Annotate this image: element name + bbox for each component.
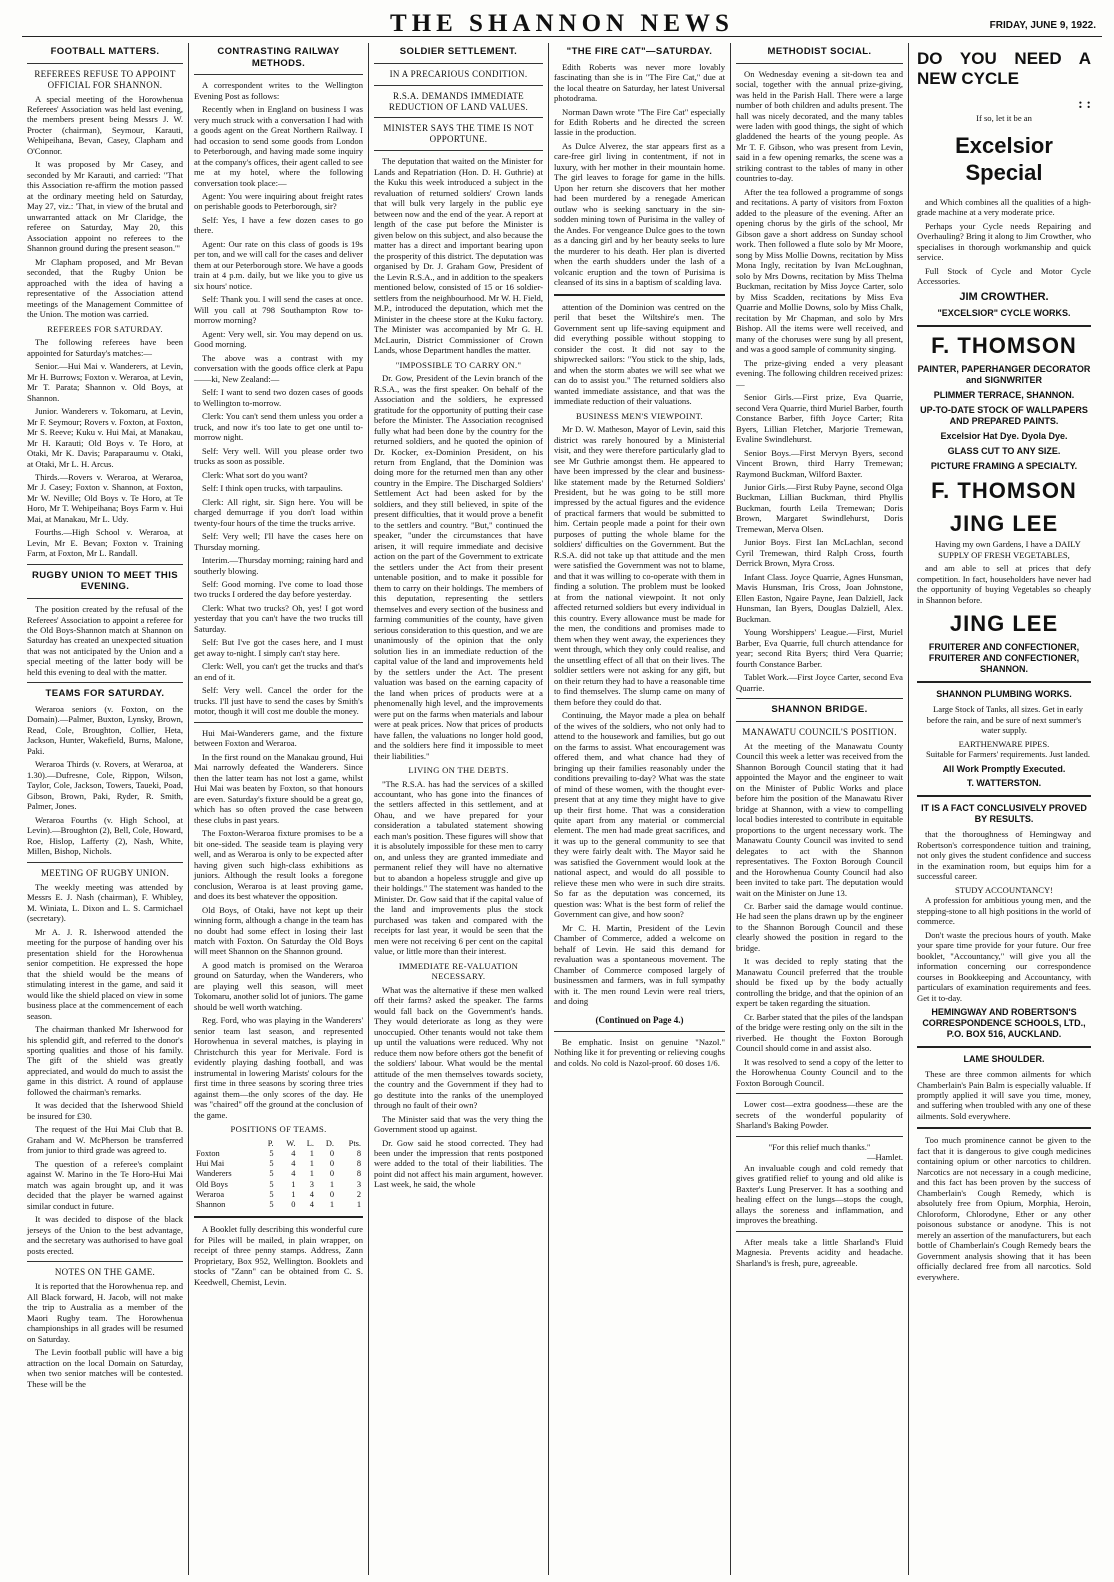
paragraph: Junior Boys. First Ian McLachlan, second Cyril Tremewan, third Ralph Cross, fourth Derrick Brown, Myra Cross.: [736, 537, 903, 569]
paragraph: Self: Very well; I'll have the cases here on Thursday morning.: [194, 531, 363, 552]
paragraph: As Dulce Alverez, the star appears first as a care-free girl living in contentment, if not in luxury, with her mother in their mountain home. The girl leaves to forage for game in the hills. Upon her return she discovers that her mother had been murdered by a renegade American outlaw who is seeking sanctuary in the sin-sodden mining town of Purisima in the valley of the Andes. For vengeance Dulce goes to the town as a dancing girl and by her beauty seeks to lure the murderer to his death. Her plan is diverted when the earth shudders under the lash of a volcanic eruption and the town of Purisima is cleansed of its sins in a baptism of scalding lava.: [554, 140, 725, 288]
headline-fire-cat: "THE FIRE CAT"—SATURDAY.: [566, 46, 713, 57]
ad-cycle-works: "EXCELSIOR" CYCLE WORKS.: [937, 308, 1071, 319]
paragraph: The deputation that waited on the Minister for Lands and Repatriation (Hon. D. H. Guthrie) at the Kuku this week introduced a subject in the revaluation of returned soldiers' Crown lands that will bulk very largely in the public eye between now and the end of the year. A report at length of the case put before the Minister is given below on this subject, and also because the matter has a direct and important bearing upon the prosperity of this district. The deputation was organised by Dr. J. Graham Gow, President of the Levin R.S.A., and in addition to the speakers mentioned below, consisted of 15 or 16 soldier-settlers from the neighbourhood. Mr W. H. Field, M.P., introduced the deputation, which met the Minister in the cheese store at the Kuku factory. The Minister was accompanied by Mr G. H. McLaurin, District Commissioner of Crown Lands, whose Department handles the matter.: [374, 156, 543, 356]
masthead-date: FRIDAY, JUNE 9, 1922.: [989, 20, 1096, 31]
table-cell: 1: [329, 1200, 335, 1210]
ad-plumbing-pipes: EARTHENWARE PIPES.: [958, 738, 1050, 749]
table-cell: 1: [329, 1179, 335, 1189]
headline-railway: CONTRASTING RAILWAY METHODS.: [217, 46, 340, 69]
subhead-referees-saturday: REFEREES FOR SATURDAY.: [47, 323, 163, 334]
paragraph: On Wednesday evening a sit-down tea and social, together with the annual prize-giving, was held in the Parish Hall. There were a large number of both children and adults present. The hall was nicely decorated, and the many tables were laden with good things, the sight of which gladdened the hearts of the young people. As Mr T. F. Gibson, who was present from Levin, said in a few opening remarks, the scene was a striking contrast to the tables of many in other countries to-day.: [736, 68, 903, 184]
paragraph: Interim.—Thursday morning; raining hard and southerly blowing.: [194, 555, 363, 576]
ad-thomson-glass: GLASS CUT TO ANY SIZE.: [947, 445, 1061, 456]
paragraph: Clerk: What two trucks? Oh, yes! I got word yesterday that you can't have the two trucks till Saturday.: [194, 602, 363, 634]
paragraph: The chairman thanked Mr Isherwood for his splendid gift, and referred to the donor's sporting qualities and those of his family. The gift of the shield was greatly appreciated, and would do much to assist the game in this district. A round of applause followed the chairman's remarks.: [27, 1024, 183, 1097]
positions-header-cell: W.: [286, 1138, 296, 1148]
paragraph: attention of the Dominion was centred on the peril that beset the Wiltshire's men. The Government sent up life-saving equipment and did everything possible without stopping to consider the cost. It did not say to the shipwrecked sailors: "You stick to the ship, lads, and when the storm abates we will see what we can do to assist you." The returned soldiers also wanted immediate assistance, and that was the immediate reduction of their valuations.: [554, 301, 725, 407]
ad-thomson-trade: PAINTER, PAPERHANGER DECORATOR and SIGNWRITER: [917, 364, 1091, 386]
positions-header-cell: Pts.: [348, 1138, 361, 1148]
subhead-impossible: "IMPOSSIBLE TO CARRY ON.": [395, 359, 522, 370]
paragraph: Mr Clapham proposed, and Mr Bevan seconded, that the Rugby Union be approached with the idea of having a representative of the Association attend meetings of the Management Committee of the Union. The motion was carried.: [27, 256, 183, 320]
paragraph: Be emphatic. Insist on genuine "Nazol." Nothing like it for preventing or relieving coughs and colds. No cold is Nazol-proof. 60 doses 1/6.: [554, 1036, 725, 1068]
paragraph: Self: Very well. Will you please order two trucks as soon as possible.: [194, 445, 363, 467]
paragraph: Cr. Barber said the damage would continue. He had seen the plans drawn up by the engineer to the Shannon Borough Council and these clearly showed the position in regard to the bridge.: [736, 901, 903, 953]
headline-meeting: MEETING OF RUGBY UNION.: [40, 867, 170, 878]
paragraph: Thirds.—Rovers v. Weraroa, at Weraroa, Mr J. Casey; Foxton v. Shannon, at Foxton, Mr W. Neville; Old Boys v. Te Horo, at Te Horo, Mr T. Wehipeihana; Boys Farm v. Hui Mai, at Manakau, Mr L. Udy.: [27, 471, 183, 524]
paragraph: Senior Boys.—First Mervyn Byers, second Vincent Brown, third Harry Tremewan; Raymond Buckman, Wilford Baxter.: [736, 447, 903, 479]
paragraph: After the tea followed a programme of songs and recitations. A party of visitors from Foxton added to the pleasure of the evening. After an opening chorus by the girls of the school, Mr Gibson gave a short address on Sunday school work. Then followed a flute solo by Mr Moore, song by Miss Mollie Downs, recitation by Miss Mona Ingly, recitation by Ivan McLoughnan, solo by Mrs Downs, recitation by Miss Thelma Buckman, recitation by Miss Joyce Carter, solo by Miss Scadden, recitations by Miss Eva Quarrie and Mollie Downs, solo by Miss Chalk, recitation by Mr Chapman, and solo by Mrs Bishop. All the items were well received, and many of the choruses were sung by all present, and was a good sample of community singing.: [736, 186, 903, 355]
ad-jinglee-name: JING LEE: [949, 510, 1059, 536]
paragraph: A profession for ambitious young men, and the stepping-stone to all high positions in the world of commerce.: [917, 895, 1091, 927]
table-cell: 3: [309, 1179, 314, 1189]
continued-note: (Continued on Page 4.): [595, 1014, 684, 1025]
paragraph: Dr. Gow said he stood corrected. They had been under the impression that rents postponed were added to the total of their liabilities. The point did not affect his main argument, however. Last week, he said, the whole: [374, 1137, 543, 1190]
table-cell: Hui Mai: [196, 1159, 225, 1169]
paragraph: The position created by the refusal of the Referees' Association to appoint a referee for the Old Boys-Shannon match at Shannon on Saturday has created an unexpected situation that was not anticipated by the Union and a special meeting of the latter body will be held this evening to deal with the matter.: [27, 604, 183, 677]
paragraph: Agent: You were inquiring about freight rates on perishable goods to Peterborough, sir?: [194, 191, 363, 212]
paragraph: Dr. Gow, President of the Levin branch of the R.S.A., was the first speaker. On behalf of the Association and the soldiers, he expressed gratitude for the opportunity of putting their case before the Minister. The Association recognised fully what had been done by the country for the returned soldiers, and he quoted the opinion of Dr. Kocker, ex-Dominion President, on his return from England, that the Dominion was doing more for the returned men than any other country in the Empire. The Discharged Soldiers' Settlement Act had been asked for by the soldiers, and they still believed, in spite of the present difficulties, that it would prove a benefit to the settlers and country. "But," continued the speaker, "under the circumstances that have arisen, it will require immediate and decisive action on the part of the Government to extricate the settlers under the Act from their present untenable position, and to make it possible for them to carry on their holdings. The members of this deputation, representing the settlers themselves and every section of the business and farming communities of the county, have given serious consideration to this question, and we are unanimously of the opinion that the only solution lies in an immediate reduction of the capital value of the land and improvements held by the settlers under the Act. The present valuation was based on the earning capacity of the land when prices of products were at a phenomenally high level, and the improvements were put on the farms when materials and labour were at peak prices. Now that prices of products have fallen, the valuations no longer hold good, and the soldiers here find it impossible to meet their liabilities.": [374, 373, 543, 761]
ad-cycle-title: DO YOU NEED A NEW CYCLE: [917, 49, 1091, 89]
paragraph: The question of a referee's complaint against W. Marino in the Te Horo-Hui Mai match was again brought up, and it was decided that the player be warned against similar conduct in future.: [27, 1158, 183, 1211]
paragraph: Perhaps your Cycle needs Repairing and Overhauling? Bring it along to Jim Crowther, who specialises in thorough workmanship and quick service.: [917, 220, 1091, 263]
positions-header-cell: [194, 1139, 259, 1149]
paragraph: Fourths.—High School v. Weraroa, at Levin, Mr E. Bevan; Foxton v. Training Farm, at Foxton, Mr L. Randall.: [27, 527, 183, 559]
paragraph: Self: Thank you. I will send the cases at once. Will you call at 798 Southampton Row to-morrow morning?: [194, 294, 363, 326]
ad-hemingway-name: HEMINGWAY AND ROBERTSON'S CORRESPONDENCE SCHOOLS, LTD., P.O. BOX 516, AUCKLAND.: [922, 1007, 1086, 1040]
table-cell: 5: [269, 1179, 274, 1189]
ad-cycle-brand: Excelsior Special: [955, 133, 1053, 186]
paragraph: The request of the Hui Mai Club that B. Graham and W. McPherson be transferred from junior to third grade was agreed to.: [27, 1124, 183, 1156]
table-cell: 8: [356, 1159, 361, 1169]
table-cell: 8: [356, 1148, 361, 1158]
ad-lame-title: LAME SHOULDER.: [963, 1054, 1045, 1065]
paragraph: Lower cost—extra goodness—these are the secrets of the wonderful popularity of Sharland's Baking Powder.: [736, 1099, 903, 1131]
paragraph: Self: I want to send two dozen cases of goods to Wellington to-morrow.: [194, 387, 363, 408]
paragraph: and am able to sell at prices that defy competition. In fact, householders have never had the opportunity of buying Vegetables so cheaply in Shannon before.: [917, 563, 1091, 605]
paragraph: The Foxton-Weraroa fixture promises to be a bit one-sided. The seaside team is playing very well, and as Weraroa is only to be expected after having given such high-class exhibitions as juniors. Although the result looks a foregone conclusion, Weraroa is at least proving game, and does its best whatever the opposition.: [194, 828, 363, 902]
table-cell: 4: [291, 1148, 296, 1158]
paragraph: Weraroa seniors (v. Foxton, on the Domain).—Palmer, Buxton, Lynsky, Brown, Read, Cole, Broughton, Collier, Heta, Jackson, Hunter, Wakefield, Burns, Malone, Paki.: [27, 703, 183, 756]
positions-header-cell: L.: [306, 1138, 314, 1148]
paragraph: Agent: Very well, sir. You may depend on us. Good morning.: [194, 328, 363, 350]
paragraph: A special meeting of the Horowhenua Referees' Association was held last evening, the members present being Messrs J. W. Procter (chairman), Seymour, Karauti, Wehipeihana, Bevan, Casey, Clapham and O'Connor.: [27, 93, 183, 156]
table-row: [194, 1190, 363, 1200]
paragraph: Don't waste the precious hours of youth. Make your spare time provide for your future. Our free booklet, "Accountancy," will give you all the information concerning our correspondence courses in Bookkeeping and Accountancy, with particulars of examination requirements and fees. Get it to-day.: [917, 929, 1091, 1003]
paragraph: It was decided to reply stating that the Manawatu Council preferred that the trouble should be fixed up by the body actually controlling the bridge, and that the opinion of an expert be taken regarding the situation.: [736, 956, 903, 1009]
paragraph: An invaluable cough and cold remedy that gives gratified relief to young and old alike is Baxter's Lung Preserver. It has a soothing and healing effect on the lungs—stops the cough, allays the soreness and inflammation, and improves the breathing.: [736, 1162, 903, 1226]
headline-soldier: SOLDIER SETTLEMENT.: [399, 46, 518, 57]
paragraph: Clerk: What sort do you want?: [202, 469, 308, 480]
headline-minister: MINISTER SAYS THE TIME IS NOT OPPORTUNE.: [383, 123, 534, 145]
headline-rsa: R.S.A. DEMANDS IMMEDIATE REDUCTION OF LAND VALUES.: [388, 90, 529, 112]
ad-cycle-name: JIM CROWTHER.: [959, 290, 1049, 303]
paragraph: It was resolved to send a copy of the letter to the Horowhenua County Council and to the Foxton Borough Council.: [736, 1056, 903, 1088]
table-cell: 1: [291, 1179, 296, 1189]
paragraph: In the first round on the Manakau ground, Hui Mai narrowly defeated the Wanderers. Since then the latter team has not lost a game, whilst Hui Mai was beaten by Foxton, so that honours are even. Saturday's fixture should be a great go, which has so often proved the case between these clubs in past years.: [194, 751, 363, 825]
table-row: [194, 1180, 363, 1190]
paragraph: After meals take a little Sharland's Fluid Magnesia. Prevents acidity and headache. Sharland's is fresh, pure, agreeable.: [736, 1236, 903, 1268]
paragraph: A correspondent writes to the Wellington Evening Post as follows:: [194, 80, 363, 101]
paragraph: Senior Girls.—First prize, Eva Quarrie, second Vera Quarrie, third Muriel Barber, fourth Constance Barber, fifth Joyce Carter; Rita Byers, Lillian Fletcher, Marjorie Tremewan, Evaline Swindlehurst.: [736, 392, 903, 445]
paragraph: Weraroa Fourths (v. High School, at Levin).—Broughton (2), Bell, Cole, Howard, Roe, Hislop, Lafferty (2), Nash, White, Millen, Bishop, Nichols.: [27, 814, 183, 857]
positions-header-row: [194, 1139, 363, 1149]
positions-table: [194, 1139, 363, 1211]
subhead-business: BUSINESS MEN'S VIEWPOINT.: [576, 410, 703, 421]
paragraph: Agent: Our rate on this class of goods is 19s per ton, and we will call for the cases and deliver them at our Peterborough store. We have a goods train at 4 p.m. daily, but we like you to give us six hours' notice.: [194, 238, 363, 291]
table-row: [194, 1159, 363, 1169]
ad-thomson-address: PLIMMER TERRACE, SHANNON.: [933, 390, 1075, 401]
quote: "For this relief much thanks.": [768, 1141, 871, 1152]
table-cell: 5: [269, 1169, 274, 1179]
paragraph: Mr C. H. Martin, President of the Levin Chamber of Commerce, added a welcome on behalf of Levin. He said this demand for revaluation was a spontaneous movement. The Chamber of Commerce composed largely of businessmen and farmers, was in full sympathy with it. The men round Levin were real triers, and doing: [554, 922, 725, 1007]
table-cell: 0: [291, 1200, 296, 1210]
paragraph: The Minister said that was the very thing the Government stood up against.: [374, 1113, 543, 1135]
paragraph: Self: Very well. Cancel the order for the trucks. I'll just have to send the cases by Smith's motor, though it will cost me double the money.: [194, 685, 363, 717]
column-3: [369, 43, 549, 1575]
table-cell: 5: [269, 1148, 274, 1158]
paragraph: Infant Class. Joyce Quarrie, Agnes Hunsman, Mavis Hunsman, Iris Cross, Joan Johnstone, Ellen Easton, Ngaire Payne, Jean Dalziell, Jack Hunsman, Ian Byers, Douglas Dalziell, Alex. Buckman.: [736, 571, 903, 624]
table-cell: 0: [329, 1189, 335, 1199]
paragraph: It was proposed by Mr Casey, and seconded by Mr Karauti, and carried: "That this Association re-affirm the motion passed at the ordinary meeting held on Saturday, May 27, viz.: 'That, in view of the brutal and unwarranted attack on Mr Claridge, the referee on Saturday, May 20, this Association appoint no referees to the Shannon ground during the present season.'": [27, 159, 183, 254]
ad-thomson-stock: UP-TO-DATE STOCK OF WALLPAPERS AND PREPARED PAINTS.: [920, 404, 1088, 426]
paragraph: Weraroa Thirds (v. Rovers, at Weraroa, at 1.30).—Dufresne, Cole, Rippon, Wilson, Taylor, Cole, Jackson, Towers, Taueki, Poad, Gibson, Brown, Paki, Ryder, R. Smith, Palmer, Jones.: [27, 759, 183, 812]
headline-methodist: METHODIST SOCIAL.: [767, 46, 872, 57]
table-cell: 2: [356, 1189, 361, 1199]
paragraph: Full Stock of Cycle and Motor Cycle Accessories.: [917, 265, 1091, 287]
table-cell: 0: [329, 1148, 335, 1158]
table-row: [194, 1169, 363, 1179]
positions-header-cell: P.: [267, 1138, 274, 1148]
paragraph: The prize-giving ended a very pleasant evening. The following children received prizes:—: [736, 357, 903, 389]
masthead-title: THE SHANNON NEWS: [390, 10, 734, 37]
headline-rugby-union: RUGBY UNION TO MEET THIS EVENING.: [32, 569, 178, 593]
paragraph: At the meeting of the Manawatu County Council this week a letter was received from the Shannon Borough Council stating that it had appointed the Mayor and the engineer to wait on the Minister of Public Works and place before him the position of the Manawatu River bridge at Shannon, with a view to compelling local bodies interested to contribute in equitable proportions to the urgent necessary work. The Manawatu County Council was invited to send delegates to act with the Shannon representatives. The Foxton Borough Council and the Horowhenua County Council had also been invited to take part. The deputation would wait on the Minister on June 13.: [736, 740, 903, 898]
headline-precarious: IN A PRECARIOUS CONDITION.: [389, 68, 528, 79]
paragraph: The above was a contrast with my conversation with the goods office clerk at Papu——ki, New Zealand:—: [194, 352, 363, 384]
ad-thomson-name: F. THOMSON: [931, 333, 1077, 359]
paragraph: What was the alternative if these men walked off their farms? asked the speaker. The farms would fall back on the Government's hands. They would deteriorate as long as they were unoccupied. Other tenants would not take them up until the valuations were reduced. Why not reduce them now before others got the benefit of the soldiers' labour. What would be the mental attitude of the men themselves towards society, the country and the Government if they had to go destitute into the ranks of the unemployed through no fault of their own?: [374, 984, 543, 1111]
ad-hemingway-heading: STUDY ACCOUNTANCY!: [954, 884, 1054, 895]
paragraph: These are three common ailments for which Chamberlain's Pain Balm is especially valuable. If promptly applied it will save you time, money, and suffering when troubled with any one of these ailments. Sold everywhere.: [917, 1069, 1091, 1121]
positions-header-cell: D.: [325, 1138, 335, 1148]
headline-referees: REFEREES REFUSE TO APPOINT OFFICIAL FOR SHANNON.: [34, 68, 176, 90]
paragraph: The Levin football public will have a big attraction on the local Domain on Saturday, when two senior matches will be contested. These will be the: [27, 1347, 183, 1389]
subhead-living: LIVING ON THE DEBTS.: [408, 765, 509, 776]
table-cell: 1: [309, 1159, 314, 1169]
table-row: [194, 1149, 363, 1159]
column-1: [22, 43, 189, 1575]
ad-jinglee-trade: FRUITERER AND CONFECTIONER, FRUITERER AND CONFECTIONER, SHANNON.: [928, 642, 1080, 675]
ad-hemingway-title: IT IS A FACT CONCLUSIVELY PROVED BY RESULTS.: [921, 803, 1087, 825]
table-cell: Foxton: [196, 1148, 220, 1158]
table-cell: Weraroa: [196, 1189, 225, 1199]
subhead-revaluation: IMMEDIATE RE-VALUATION NECESSARY.: [398, 960, 519, 982]
paragraph: Mr A. J. R. Isherwood attended the meeting for the purpose of handing over his presentation shield for the Horowhenua senior competition. He expressed the hope that the shield would be the means of stimulating interest in the game, and said it would like the shield placed on view in some business place at the commencement of each season.: [27, 926, 183, 1021]
table-cell: 4: [291, 1169, 296, 1179]
masthead: [22, 8, 1102, 37]
paragraph: Too much prominence cannot be given to the fact that it is dangerous to give cough medicines containing opium or other narcotics to children. Narcotics are not necessary in a cough medicine, and this fact has been proven by the success of Chamberlain's Cough Remedy, which is absolutely free from Opium, Morphia, Heroin, Chloroform, Chlorodyne, Ether or any other poisonous substance or anodyne. This is not merely an assertion of the manufacturers, but each bottle of Chamberlain's Cough Remedy bears the Government analysis showing that it has been officially declared free from all narcotics. Sold everywhere.: [917, 1135, 1091, 1282]
ad-cycle-sub: If so, let it be an: [976, 112, 1032, 123]
ad-plumbing-name: T. WATTERSTON.: [966, 778, 1042, 789]
ad-thomson-dyes: Excelsior Hat Dye. Dyola Dye.: [940, 430, 1068, 441]
table-cell: 1: [309, 1169, 314, 1179]
table-cell: 5: [269, 1189, 274, 1199]
paragraph: It was decided that the Isherwood Shield be insured for £30.: [27, 1100, 183, 1121]
paragraph: Senior.—Hui Mai v. Wanderers, at Levin, Mr H. Burrows; Foxton v. Weraroa, at Levin, Mr T. Parata; Shannon v. Old Boys, at Shannon.: [27, 361, 183, 403]
paragraph: Reg. Ford, who was playing in the Wanderers' senior team last season, and represented Horowhenua in several matches, is playing in Christchurch this year for Merivale. Ford is evidently playing dashing football, and was instrumental in lowering Marists' colours for the first time in three seasons by scoring three tries against them—the only scores of the day. He was "chaired" off the ground at the conclusion of the game.: [194, 1015, 363, 1120]
paragraph: Mr D. W. Matheson, Mayor of Levin, said this district was rarely honoured by a Ministerial visit, and they were therefore particularly glad to see Mr Guthrie amongst them. He appeared to have been impressed by the clear and business-like statement made by the Returned Soldiers' President, but he was going to be still more impressed by the actual figures and the evidence of practical farmers that would be submitted to him. Certain people made a point for their own purposes of putting the whole blame for the soldiers' difficulties on the Government. But the R.S.A. did not take up that attitude and the men were satisfied the Government was not to blame, and that it was willing to co-operate with them in finding a solution. The problem must be looked at from the national viewpoint. It not only affected returned soldiers but every individual in this country. Every allowance must be made for the men, the conditions and promises made to them when they went away, the experiences they went through, which they only could realise, and the unsettling effect of all that on their lives. The soldier settlers were not asking for any gift, but on their return they had to have a reasonable time to find themselves. The slump came on many of them before they could do that.: [554, 424, 725, 707]
paragraph: that the thoroughness of Hemingway and Robertson's correspondence tuition and training, not only gives the student confidence and success in the examination room, but equips him for a successful career.: [917, 829, 1091, 882]
quote-attribution: —Hamlet.: [866, 1152, 903, 1163]
table-cell: 8: [356, 1169, 361, 1179]
paragraph: Old Boys, of Otaki, have not kept up their winning form, although a change in the team has no doubt had some effect in losing their last match with Foxton. On Saturday the Old Boys will meet Shannon on the Shannon ground.: [194, 904, 363, 957]
paragraph: A good match is promised on the Weraroa ground on Saturday, when the Wanderers, who are playing well this season, will meet Tokomaru, another solid lot of juniors. The game should be well worth watching.: [194, 959, 363, 1012]
paragraph: Self: But I've got the cases here, and I must get away to-night. I simply can't stay here.: [194, 637, 363, 658]
table-cell: 0: [329, 1159, 335, 1169]
table-cell: 4: [291, 1159, 296, 1169]
table-cell: 5: [269, 1159, 274, 1169]
column-6-ads: [909, 43, 1096, 1575]
headline-teams: TEAMS FOR SATURDAY.: [45, 688, 165, 700]
paragraph: Junior Girls.—First Ruby Payne, second Olga Buckman, Lillian Buckman, third Phyllis Buckman, fourth Leila Tremewan; Doris Brown, Margaret Swindlehurst, Doris Tremewan, Merva Olsen.: [736, 481, 903, 534]
ad-plumbing-work: All Work Promptly Executed.: [942, 763, 1066, 774]
table-cell: 1: [356, 1200, 361, 1210]
paragraph: Clerk: Well, you can't get the trucks and that's an end of it.: [194, 661, 363, 682]
paragraph: Recently when in England on business I was very much struck with a conversation I had with a goods agent on the Great Northern Railway. I had occasion to send some goods from London to Peterborough, and having made some inquiry at the company's offices, their agent called to see me at my hotel, where the following conversation took place:—: [194, 104, 363, 188]
column-4: [549, 43, 731, 1575]
paragraph: Self: Yes, I have a few dozen cases to go there.: [194, 214, 363, 236]
paragraph: Norman Dawn wrote "The Fire Cat" especially for Edith Roberts and he directed the screen lassie in the production.: [554, 106, 725, 138]
paragraph: and Which combines all the qualities of a high-grade machine at a very moderate price.: [917, 197, 1091, 218]
column-5: [731, 43, 909, 1575]
paragraph: Continuing, the Mayor made a plea on behalf of the wives of the soldiers, who not only had to attend to the housework and families, but go out on the farms to assist. What encouragement was offered them, and what chance had they of bringing up their families reasonably under the conditions prevailing to-day? What was the state of mind of these women, with the thought ever-present that at any time they might have to give up their first home. That was a consideration quite apart from any material or commercial element. The men had made great sacrifices, and it was up to the general community to see that they were fairly dealt with. The Mayor said he was satisfied the Government would look at the national aspect, and would do all possible to relieve these men who were in such dire straits. So far as the deputation was concerned, its question was: What is the best form of relief the Government can give, and how soon?: [554, 710, 725, 920]
paragraph: "The R.S.A. has had the services of a skilled accountant, who has gone into the finances of the settlers affected in this settlement, and at Ohau, and we have prepared for your consideration a tabulated statement showing each man's position. These figures will show that it is absolutely impossible for these men to carry on, and unless they are granted immediate and permanent relief they will have no alternative but to abandon a hopeless struggle and give up their holdings." The statement was handed to the Minister. Dr. Gow said that if the capital value of the land and improvements plus the stock purchased was taken and compared with the receipts for last year, it would be seen that the men were not receiving 6 per cent on the capital value, or little more than their interest.: [374, 778, 543, 957]
paragraph: The following referees have been appointed for Saturday's matches:—: [27, 337, 183, 358]
paragraph: Self: Good morning. I've come to load those two trucks I ordered the day before yesterday.: [194, 578, 363, 600]
paragraph: Edith Roberts was never more lovably fascinating than she is in "The Fire Cat," due at the local theatre on Saturday, her latest Universal photodrama.: [554, 61, 725, 104]
headline-bridge: SHANNON BRIDGE.: [771, 704, 868, 716]
table-cell: 4: [309, 1200, 314, 1210]
table-cell: Shannon: [196, 1200, 226, 1210]
ad-thomson-name-2: F. THOMSON: [931, 477, 1077, 503]
ad-jinglee-name-2: JING LEE: [949, 611, 1059, 637]
paragraph: Suitable for Farmers' requirements. Just landed.: [925, 749, 1091, 760]
columns: [22, 43, 1102, 1575]
paragraph: Cr. Barber stated that the piles of the landspan of the bridge were resting only on the silt in the riverbed. He thought the Foxton Borough Council should come in and assist also.: [736, 1011, 903, 1054]
paragraph: A Booklet fully describing this wonderful cure for Piles will be mailed, in plain wrapper, on receipt of three penny stamps. Address, Zann Proprietary, Box 952, Wellington. Booklets and stocks of "Zann" can be obtained from C. S. Keedwell, Chemist, Levin.: [194, 1224, 363, 1287]
headline-notes: NOTES ON THE GAME.: [54, 1267, 156, 1278]
column-2: [189, 43, 369, 1575]
paragraph: Having my own Gardens, I have a DAILY SUPPLY OF FRESH VEGETABLES,: [935, 539, 1081, 560]
table-cell: 3: [356, 1179, 361, 1189]
headline-positions: POSITIONS OF TEAMS.: [230, 1124, 327, 1135]
paragraph: It is reported that the Horowhenua rep. and All Black forward, H. Jacob, will not make the trip to Australia as a member of the Maori Rugby team. The Horowhenua championships in all grades will be resumed on Saturday.: [27, 1281, 183, 1344]
paragraph: The weekly meeting was attended by Messrs E. J. Nash (chairman), F. Whibley, M. Winiata, L. Dixon and L. S. Carmichael (secretary).: [27, 881, 183, 924]
headline-manawatu: MANAWATU COUNCIL'S POSITION.: [742, 726, 897, 737]
paragraph: Hui Mai-Wanderers game, and the fixture between Foxton and Weraroa.: [194, 727, 363, 749]
table-cell: 4: [309, 1189, 314, 1199]
table-row: [194, 1200, 363, 1210]
table-cell: Wanderers: [196, 1169, 232, 1179]
ad-thomson-frame: PICTURE FRAMING A SPECIALTY.: [930, 460, 1078, 471]
paragraph: Tablet Work.—First Joyce Carter, second Eva Quarrie.: [736, 672, 903, 693]
ad-cycle-colons: : :: [1078, 96, 1091, 112]
paragraph: Clerk: You can't send them unless you order a truck, and now it's too late to get one until to-morrow night.: [194, 411, 363, 443]
paragraph: Large Stock of Tanks, all sizes. Get in early before the rain, and be sure of next summer's water supply.: [926, 704, 1083, 736]
paragraph: Self: I think open trucks, with tarpaulins.: [202, 483, 343, 494]
paragraph: Young Worshippers' League.—First, Muriel Barber, Eva Quarrie, full church attendance for year; second Rita Byers; third Vera Quarrie; fourth Constance Barber.: [736, 627, 903, 669]
paragraph: It was decided to dispose of the black jerseys of the Union to the best advantage, and the secretary was authorised to have goal posts erected.: [27, 1214, 183, 1256]
paragraph: Junior. Wanderers v. Tokomaru, at Levin, Mr F. Seymour; Rovers v. Foxton, at Foxton, Mr S. Reeve; Kuku v. Hui Mai, at Manakau, Mr H. Karauti; Old Boys v. Te Horo, at Otaki, Mr K. Davis; Paraparaumu v. Otaki, at Otaki, Mr L. H. Arcus.: [27, 406, 183, 469]
table-cell: 5: [269, 1200, 274, 1210]
table-cell: Old Boys: [196, 1179, 228, 1189]
table-cell: 0: [329, 1169, 335, 1179]
headline-football: FOOTBALL MATTERS.: [50, 46, 160, 57]
table-cell: 1: [291, 1189, 296, 1199]
ad-plumbing-title: SHANNON PLUMBING WORKS.: [936, 689, 1072, 700]
table-cell: 1: [309, 1148, 314, 1158]
paragraph: Clerk: All right, sir. Sign here. You will be charged demurrage if you don't load within twenty-four hours of the time the trucks arrive.: [194, 496, 363, 528]
